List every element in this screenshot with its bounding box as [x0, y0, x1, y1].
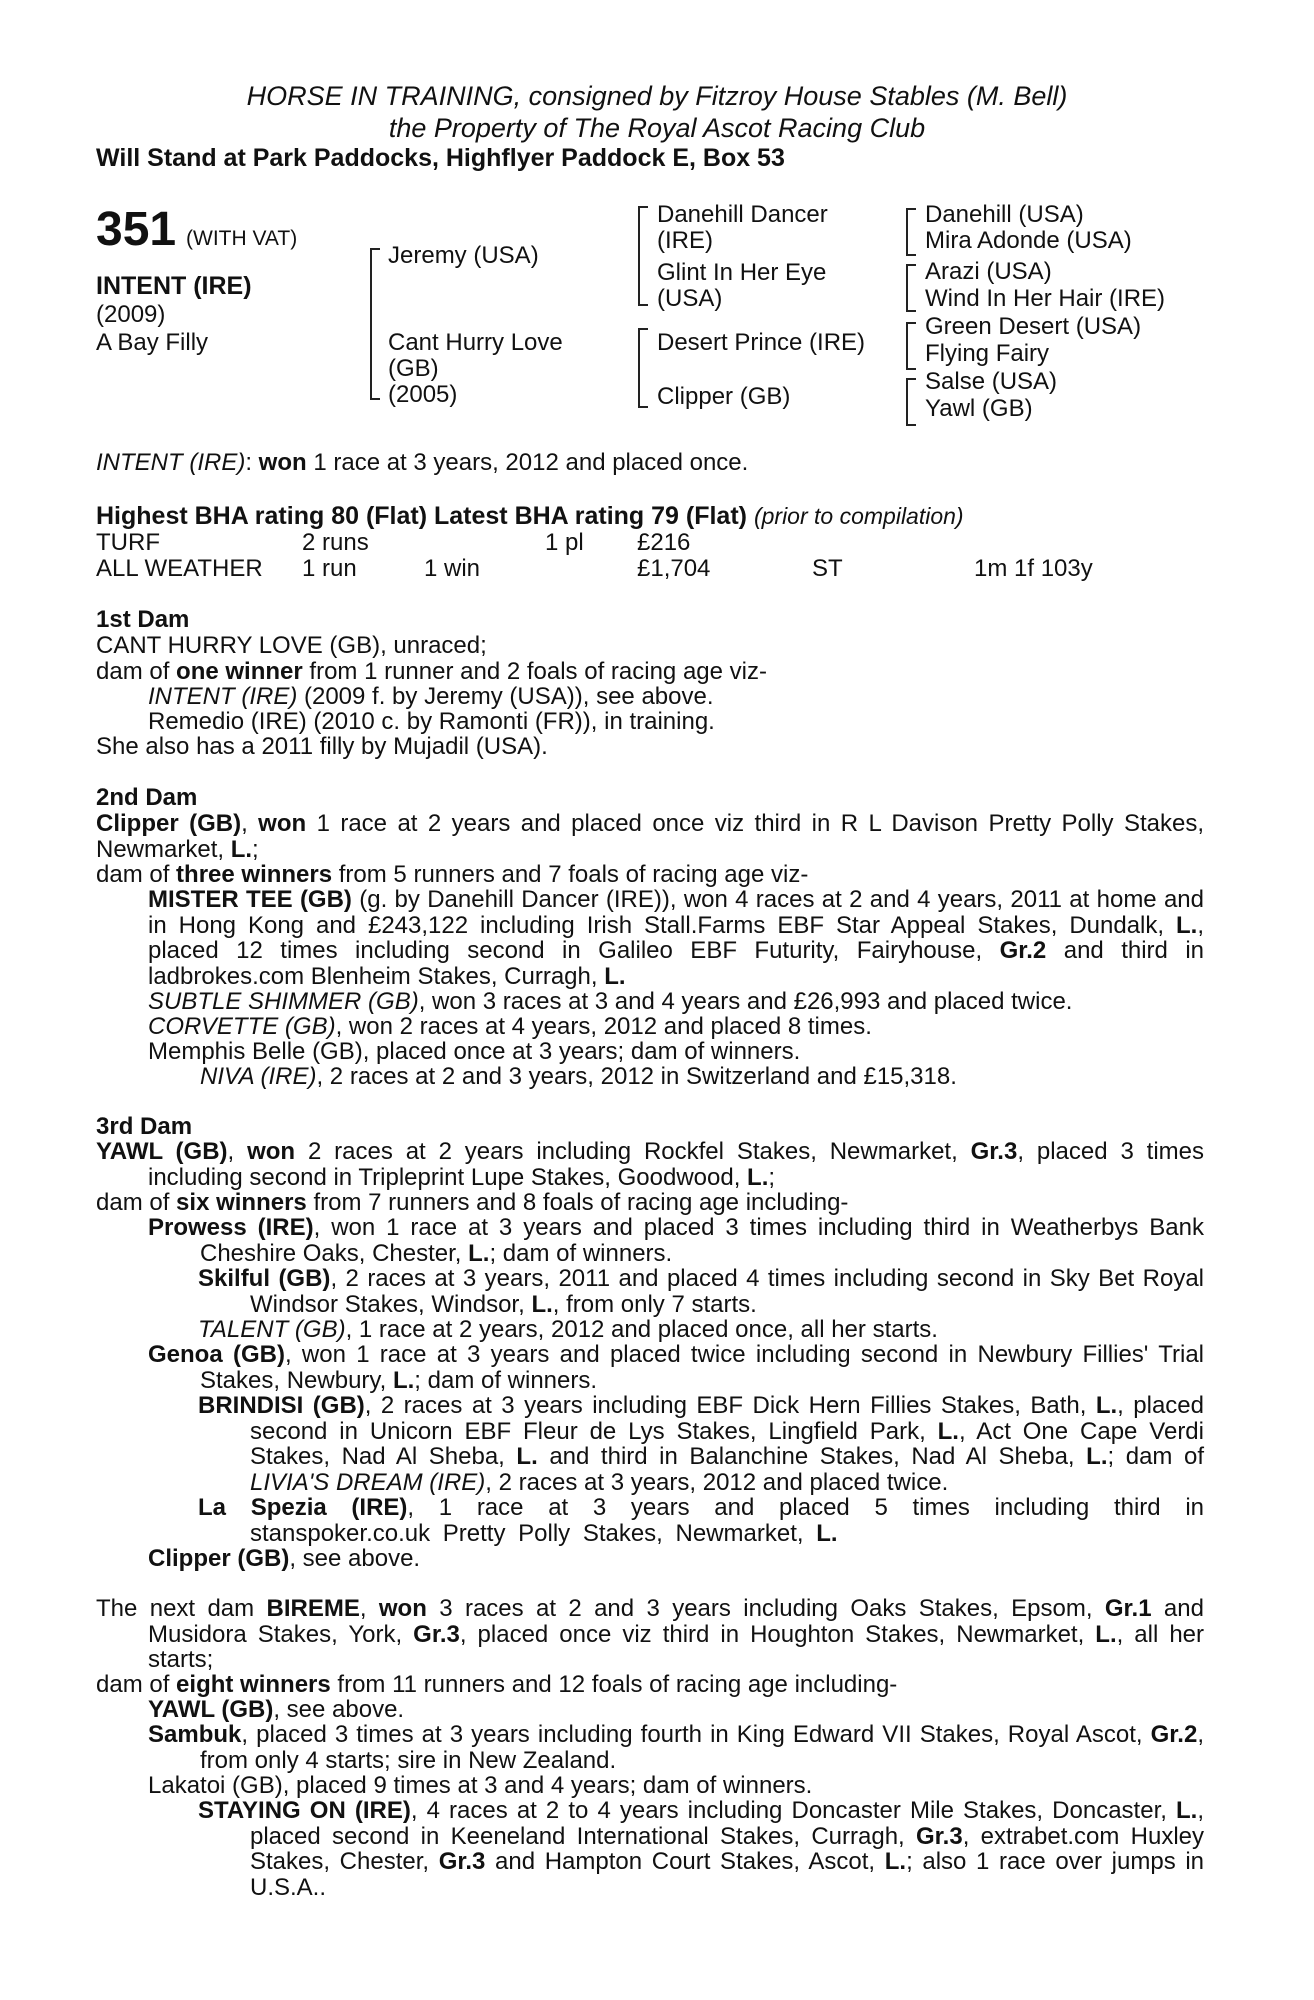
genoa-entry: Genoa (GB), won 1 race at 3 years and placed twice including second in Newbury Fillies' Trial Stakes, Newbury, L.; dam of winners. — [148, 1341, 1204, 1394]
skilful-entry: Skilful (GB), 2 races at 3 years, 2011 and placed 4 times including second in Sky Bet Royal Windsor Stakes, Windsor, L., from only 7 starts. — [198, 1265, 1204, 1318]
first-dam-produce: dam of one winner from 1 runner and 2 foals of racing age viz- — [96, 658, 767, 685]
first-dam-line: CANT HURRY LOVE (GB), unraced; — [96, 632, 487, 659]
pedigree-dam-3: (2005) — [388, 381, 458, 408]
pedigree-g3-6: Flying Fairy — [925, 340, 1050, 367]
corvette-entry: CORVETTE (GB), won 2 races at 4 years, 2012 and placed 8 times. — [148, 1013, 872, 1040]
next-dam-produce: dam of eight winners from 11 runners and 12 foals of racing age including- — [96, 1671, 898, 1698]
brace-g3-3 — [906, 322, 916, 370]
pedigree-g3-8: Yawl (GB) — [925, 395, 1033, 422]
pedigree-sire-sire-1: Danehill Dancer — [657, 201, 828, 228]
second-dam-title: 2nd Dam — [96, 784, 198, 811]
brindisi-entry: BRINDISI (GB), 2 races at 3 years including EBF Dick Hern Fillies Stakes, Bath, L., placed second in Unicorn EBF Fleur de Lys Stakes, Lingfield Park, L., Act One Cape Verdi Stakes, Nad Al Sheba, L. and third in Balanchine Stakes, Nad Al Sheba, L.; dam of LIVIA'S DREAM (IRE), 2 races at 3 years, 2012 and placed twice. — [198, 1392, 1205, 1496]
third-dam-title: 3rd Dam — [96, 1113, 193, 1140]
race-summary: INTENT (IRE): won 1 race at 3 years, 2012 and placed once. — [96, 449, 749, 476]
third-dam-produce: dam of six winners from 7 runners and 8 foals of racing age including- — [96, 1189, 849, 1216]
pedigree-sire-dam-2: (USA) — [657, 285, 723, 312]
pedigree-dam-2: (GB) — [388, 355, 439, 382]
horse-year: (2009) — [96, 301, 166, 328]
first-dam-foal-1: INTENT (IRE) (2009 f. by Jeremy (USA)), see above. — [148, 683, 714, 710]
memphis-belle-entry: Memphis Belle (GB), placed once at 3 years; dam of winners. — [148, 1038, 801, 1065]
brace-g3-4 — [906, 378, 916, 426]
pedigree-g3-2: Mira Adonde (USA) — [925, 227, 1132, 254]
pedigree-g3-5: Green Desert (USA) — [925, 313, 1142, 340]
pedigree-sire-dam-1: Glint In Her Eye — [657, 259, 827, 286]
sambuk-entry: Sambuk, placed 3 times at 3 years including fourth in King Edward VII Stakes, Royal Ascot, Gr.2, from only 4 starts; sire in New Zealand. — [148, 1721, 1204, 1774]
next-dam-record: The next dam BIREME, won 3 races at 2 and 3 years including Oaks Stakes, Epsom, Gr.1 and Musidora Stakes, York, Gr.3, placed once viz third in Houghton Stakes, Newmarket, L., all her starts; — [96, 1595, 1205, 1673]
pedigree-sire: Jeremy (USA) — [388, 242, 539, 269]
horse-name: INTENT (IRE) — [96, 272, 252, 300]
lot-number: 351 — [96, 203, 177, 256]
brace-g3-1 — [906, 208, 916, 256]
yawl-entry: YAWL (GB), see above. — [148, 1696, 405, 1723]
brace-dam — [638, 328, 648, 408]
pedigree-g3-3: Arazi (USA) — [925, 258, 1052, 285]
pedigree-dam-dam: Clipper (GB) — [657, 383, 791, 410]
pedigree-dam-sire: Desert Prince (IRE) — [657, 329, 866, 356]
subtle-shimmer-entry: SUBTLE SHIMMER (GB), won 3 races at 3 and 4 years and £26,993 and placed twice. — [148, 988, 1073, 1015]
first-dam-title: 1st Dam — [96, 606, 190, 633]
header-line-1: HORSE IN TRAINING, consigned by Fitzroy House Stables (M. Bell) — [246, 81, 1068, 111]
pedigree-g3-7: Salse (USA) — [925, 368, 1058, 395]
brace-gen1 — [370, 248, 380, 400]
first-dam-foal-2: Remedio (IRE) (2010 c. by Ramonti (FR)), in training. — [148, 708, 715, 735]
la-spezia-entry: La Spezia (IRE), 1 race at 3 years and placed 5 times including third in stanspoker.co.uk Pretty Polly Stakes, Newmarket, L. — [198, 1494, 1205, 1547]
second-dam-record: Clipper (GB), won 1 race at 2 years and placed once viz third in R L Davison Pretty Polly Stakes, Newmarket, L.; — [96, 810, 1205, 863]
lakatoi-entry: Lakatoi (GB), placed 9 times at 3 and 4 years; dam of winners. — [148, 1772, 813, 1799]
brace-g3-2 — [906, 264, 916, 312]
second-dam-produce: dam of three winners from 5 runners and 7 foals of racing age viz- — [96, 861, 809, 888]
horse-description: A Bay Filly — [96, 329, 209, 356]
vat-label: (WITH VAT) — [186, 227, 298, 250]
pedigree-dam-1: Cant Hurry Love — [388, 329, 563, 356]
first-dam-note: She also has a 2011 filly by Mujadil (USA). — [96, 733, 548, 760]
third-dam-record: YAWL (GB), won 2 races at 2 years including Rockfel Stakes, Newmarket, Gr.3, placed 3 times including second in Tripleprint Lupe Stakes, Goodwood, L.; — [96, 1138, 1204, 1191]
prowess-entry: Prowess (IRE), won 1 race at 3 years and placed 3 times including third in Weatherbys Bank Cheshire Oaks, Chester, L.; dam of winners. — [148, 1214, 1204, 1267]
clipper-entry: Clipper (GB), see above. — [148, 1545, 421, 1572]
bha-rating: Highest BHA rating 80 (Flat) Latest BHA rating 79 (Flat) (prior to compilation) — [96, 502, 964, 530]
mister-tee-entry: MISTER TEE (GB) (g. by Danehill Dancer (IRE)), won 4 races at 2 and 4 years, 2011 at home and in Hong Kong and £243,122 including Irish Stall.Farms EBF Star Appeal Stakes, Dundalk, L., placed 12 times including second in Galileo EBF Futurity, Fairyhouse, Gr.2 and third in ladbrokes.com Blenheim Stakes, Curragh, L. — [148, 886, 1204, 990]
staying-on-entry: STAYING ON (IRE), 4 races at 2 to 4 years including Doncaster Mile Stakes, Doncaster, L., placed second in Keeneland International Stakes, Curragh, Gr.3, extrabet.com Huxley Stakes, Chester, Gr.3 and Hampton Court Stakes, Ascot, L.; also 1 race over jumps in U.S.A.. — [198, 1797, 1205, 1901]
talent-entry: TALENT (GB), 1 race at 2 years, 2012 and placed once, all her starts. — [198, 1316, 938, 1343]
pedigree-g3-1: Danehill (USA) — [925, 201, 1084, 228]
niva-entry: NIVA (IRE), 2 races at 2 and 3 years, 2012 in Switzerland and £15,318. — [200, 1063, 957, 1090]
pedigree-g3-4: Wind In Her Hair (IRE) — [925, 285, 1166, 312]
brace-sire — [638, 206, 648, 306]
pedigree-sire-sire-2: (IRE) — [657, 227, 713, 254]
stand-location: Will Stand at Park Paddocks, Highflyer Paddock E, Box 53 — [96, 144, 785, 172]
header-line-2: the Property of The Royal Ascot Racing Club — [388, 113, 926, 143]
